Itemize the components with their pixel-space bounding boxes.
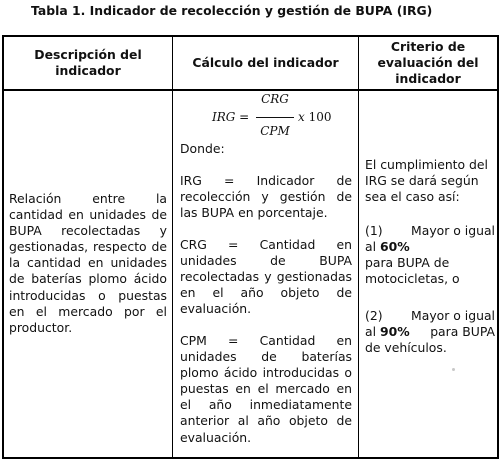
criteria-item-1-text-c: para BUPA de motocicletas, o (365, 255, 460, 287)
formula-denominator: CPM (260, 124, 290, 138)
criteria-item-1-text-b: al (365, 239, 377, 255)
header-calculation-label: Cálculo del indicador (192, 55, 339, 70)
scan-speck (452, 368, 455, 371)
criteria-item-2-text-c: para BUPA (430, 324, 495, 340)
where-label: Donde: (180, 141, 225, 156)
criteria-item-2-number: (2) (365, 308, 383, 323)
criteria-item-2 (365, 308, 495, 356)
description-text: Relación entre la cantidad en unidades de BUPA recolectadas y gestionadas, respecto de la cantidad en unidades de baterías plomo ácido introducidas o puestas en el mercado por el productor. (9, 191, 167, 335)
header-criteria-line-2: evaluación del (377, 55, 479, 70)
header-criteria-line-1: Criterio de (390, 39, 466, 54)
table-caption: Tabla 1. Indicador de recolección y gestión de BUPA (IRG) (31, 3, 433, 18)
fraction-bar (256, 117, 294, 118)
criteria-item-1 (365, 223, 495, 287)
criteria-item-2-percentage: 90% (380, 324, 410, 340)
criteria-item-2-text-b: al (365, 324, 377, 340)
header-calculation (173, 37, 358, 89)
criteria-intro: El cumplimiento del IRG se dará según sea el caso así: (365, 157, 488, 205)
formula-lhs: IRG = (212, 110, 250, 124)
column-divider-2 (358, 37, 359, 457)
header-criteria (359, 37, 497, 89)
irg-definition: IRG = Indicador de recolección y gestión de las BUPA en porcentaje. (180, 173, 352, 221)
header-description-line-2: indicador (55, 63, 121, 78)
indicator-table (2, 35, 499, 459)
formula-multiplier-value: 100 (308, 110, 332, 124)
column-divider-1 (172, 37, 173, 457)
criteria-item-2-text-a: Mayor o igual (411, 308, 495, 323)
criteria-item-1-percentage: 60% (380, 239, 410, 255)
formula-numerator: CRG (261, 92, 289, 106)
criteria-item-2-text-d: de vehículos. (365, 340, 447, 356)
formula-multiplier (298, 110, 332, 124)
irg-formula (212, 91, 332, 139)
header-criteria-line-3: indicador (395, 71, 461, 86)
cpm-definition: CPM = Cantidad en unidades de baterías plomo ácido introducidas o puestas en el mercado en el año inmediatamente anterior al año objeto de evaluación. (180, 333, 352, 445)
formula-times: x (298, 110, 305, 124)
header-description-line-1: Descripción del (34, 47, 142, 62)
crg-definition: CRG = Cantidad en unidades de BUPA recolectadas y gestionadas en el año objeto de evaluación. (180, 237, 352, 317)
criteria-item-1-number: (1) (365, 223, 383, 238)
criteria-item-1-text-a: Mayor o igual (411, 223, 495, 238)
header-description (4, 37, 172, 89)
